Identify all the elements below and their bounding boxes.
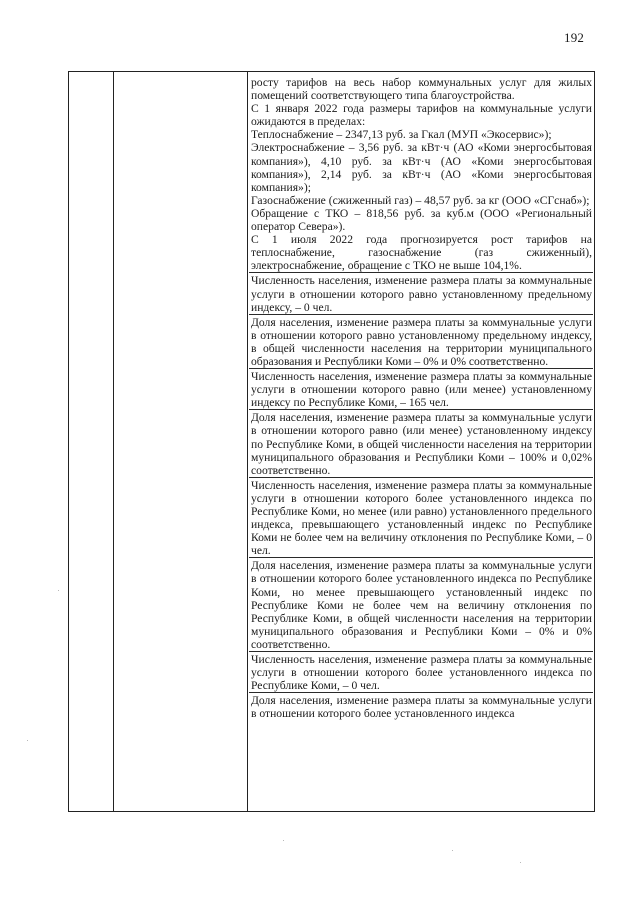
document-table — [68, 71, 595, 812]
table-text-cell — [249, 76, 593, 721]
paragraph-share-above-komi-within-deviation: Доля населения, изменение размера платы за коммунальные услуги в отношении которого более установленного индекса по Республике Коми, но менее превышающего установленный индекс по Республике Коми не более чем на величину отклонения по Республике Коми, в общей численности населения на территории муниципального образования и Республики Коми – 0% и 0% соответственно. — [251, 559, 592, 651]
paragraph-gas-supply: Газоснабжение (сжиженный газ) – 48,57 руб. за кг (ООО «СГснаб»); — [251, 193, 590, 207]
paragraph-population-limit-index: Численность населения, изменение размера платы за коммунальные услуги в отношении которого равно установленному предельному индексу, – 0 чел. — [251, 274, 592, 314]
column-divider-1 — [113, 72, 114, 811]
paragraph-population-komi-index: Численность населения, изменение размера платы за коммунальные услуги в отношении которого равно (или менее) установленному индексу по Республике Коми, – 165 чел. — [251, 370, 592, 410]
scan-speck — [27, 740, 28, 741]
scan-speck — [283, 840, 284, 841]
paragraph-population-above-komi: Численность населения, изменение размера платы за коммунальные услуги в отношении которого более установленного индекса по Республике Коми, – 0 чел. — [251, 653, 592, 693]
paragraph-waste-handling: Обращение с ТКО – 818,56 руб. за куб.м (ООО «Региональный оператор Севера»). — [251, 206, 592, 234]
paragraph-population-above-komi-within-deviation: Численность населения, изменение размера платы за коммунальные услуги в отношении которого более установленного индекса по Республике Коми, но менее (или равно) установленного предельного индекса, превышающего установленный индекс по Республике Коми не более чем на величину отклонения по Республике Коми, – 0 чел. — [251, 478, 592, 558]
column-divider-2 — [247, 72, 248, 811]
paragraph-jan-2022-intro: С 1 января 2022 года размеры тарифов на коммунальные услуги ожидаются в пределах: — [251, 102, 592, 129]
paragraph-share-limit-index: Доля населения, изменение размера платы за коммунальные услуги в отношении которого равно установленному предельному индексу, в общей численности населения на территории муниципального образования и Республики Коми – 0% и 0% соответственно. — [251, 315, 592, 368]
paragraph-tariff-growth-end: росту тарифов на весь набор коммунальных услуг для жилых помещений соответствующего типа благоустройства. — [251, 76, 592, 103]
paragraph-heat-supply: Теплоснабжение – 2347,13 руб. за Гкал (МУП «Экосервис»); — [251, 128, 552, 142]
scan-speck — [452, 850, 453, 851]
paragraph-jul-2022-forecast: С 1 июля 2022 года прогнозируется рост тарифов на теплоснабжение, газоснабжение (газ сжиженный), электроснабжение, обращение с ТКО не выше 104,1%. — [251, 233, 592, 273]
paragraph-share-above-komi: Доля населения, изменение размера платы за коммунальные услуги в отношении которого более установленного индекса — [251, 694, 592, 721]
scan-speck — [520, 862, 521, 863]
paragraph-share-komi-index: Доля населения, изменение размера платы за коммунальные услуги в отношении которого равно (или менее) установленному индексу по Республике Коми, в общей численности населения на территории муниципального образования и Республики Коми – 100% и 0,02% соответственно. — [251, 411, 592, 477]
paragraph-electricity-supply: Электроснабжение – 3,56 руб. за кВт·ч (АО «Коми энергосбытовая компания»), 4,10 руб. за кВт·ч (АО «Коми энергосбытовая компания»), 2,14 руб. за кВт·ч (АО «Коми энергосбытовая компания»); — [251, 141, 592, 194]
scan-speck — [58, 590, 59, 591]
page-number: 192 — [564, 30, 585, 45]
